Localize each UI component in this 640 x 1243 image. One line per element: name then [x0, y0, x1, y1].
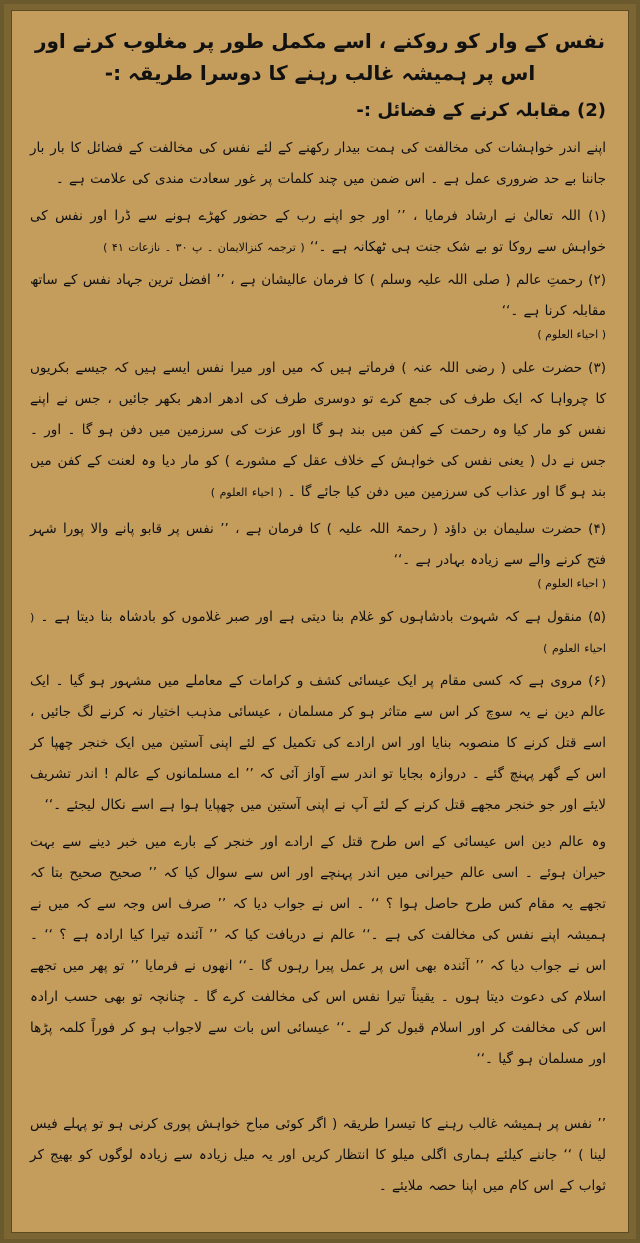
citation: ( احیاء العلوم ) — [30, 611, 606, 655]
citation: ( ترجمہ کنزالایمان ۔ پ ۳۰ ۔ نازعات ۴۱ ) — [103, 241, 305, 254]
paragraph-3: (۳) حضرت علی ( رضی اللہ عنہ ) فرماتے ہیں کہ میں اور میرا نفس ایسے ہیں کہ جیسے بکریوں کا چرواہا کہ ایک طرف کی جمع کرے تو دوسری طرف کی ادھر ادھر بکھر جائیں ، جس نے اپنے نفس کو مار کیا وہ رحمت کے کفن میں بند ہو گا اور عزت کی سرزمین میں دفن ہو گا ۔ اور ۔ جس نے دل ( یعنی نفس کی خواہش کے خلاف عقل کے مشورے ) کو مار دیا وہ لعنت کے کفن میں بند ہو گا اور عذاب کی سرزمین میں دفن کیا جائے گا ۔ ( احیاء العلوم ) — [30, 360, 606, 500]
paragraph-6: (۶) مروی ہے کہ کسی مقام پر ایک عیسائی کشف و کرامات کے معاملے میں مشہور ہو گیا ۔ ایک عالم دین نے یہ سوچ کر اس سے متاثر ہو کر مسلمان ، عیسائی مذہب اختیار نہ کرنے لگ جائیں ، اسے قتل کرنے کا منصوبہ بنایا اور اس ارادے کی تکمیل کے لئے اپنی آستین میں ایک خنجر چھپا کر اس کے گھر پہنچ گئے ۔ دروازہ بجایا تو اندر سے آواز آئی کہ ’’ اے مسلمانوں کے عالم ! اندر تشریف لایئے اور جو خنجر مجھے قتل کرنے کے لئے آپ نے اپنی آستین میں چھپایا ہوا ہے اسے نکال لیجئے ۔‘‘ — [30, 673, 606, 813]
page-frame — [4, 4, 636, 1239]
citation: ( احیاء العلوم ) — [537, 328, 606, 341]
paragraph-7: وہ عالم دین اس عیسائی کے اس طرح قتل کے ارادے اور خنجر کے بارے میں خبر دینے سے بہت حیران ہوئے ۔ اسی عالم حیرانی میں اندر پہنچے اور اس سے سوال کیا کہ ’’ صحیح صحیح بتا کہ تجھے یہ مقام کس طرح حاصل ہوا ؟ ‘‘ ۔ اس نے جواب دیا کہ ’’ صرف اس وجہ سے کہ میں نے ہمیشہ اپنے نفس کی مخالفت کی ہے ۔‘‘ عالم نے دریافت کیا کہ ’’ آئندہ تیرا کیا ارادہ ہے ؟ ‘‘ ۔ اس نے جواب دیا کہ ’’ آئندہ بھی اس پر عمل پیرا رہوں گا ۔‘‘ انھوں نے فرمایا ’’ تو پھر میں تجھے اسلام کی دعوت دیتا ہوں ۔ یقیناً تیرا نفس اس کی مخالفت کرے گا ۔ چنانچہ تو بھی حسب ارادہ اس کی مخالفت کر اور اسلام قبول کر لے ۔‘‘ عیسائی اس بات سے لاجواب ہو کر فوراً کلمہ پڑھا اور مسلمان ہو گیا ۔‘‘ — [30, 834, 606, 1067]
paragraph-5: (۵) منقول ہے کہ شہوت بادشاہوں کو غلام بنا دیتی ہے اور صبر غلاموں کو بادشاہ بنا دیتا ہے ۔ ( احیاء العلوم ) — [30, 609, 606, 655]
paragraph-1: (۱) اللہ تعالیٰ نے ارشاد فرمایا ، ’’ اور جو اپنے رب کے حضور کھڑے ہونے سے ڈرا اور نفس کی خواہش سے روکا تو بے شک جنت ہی ٹھکانہ ہے ۔‘‘ ( ترجمہ کنزالایمان ۔ پ ۳۰ ۔ نازعات ۴۱ ) — [30, 208, 606, 255]
paragraph-4: (۴) حضرت سلیمان بن داؤد ( رحمۃ اللہ علیہ ) کا فرمان ہے ، ’’ نفس پر قابو پانے والا پورا شہر فتح کرنے والے سے زیادہ بہادر ہے ۔‘‘ — [30, 521, 606, 568]
paragraph-intro: اپنے اندر خواہشات کی مخالفت کی ہمت بیدار رکھنے کے لئے نفس کی مخالفت کے فضائل کا بار بار جاننا بے حد ضروری عمل ہے ۔ اس ضمن میں چند کلمات پر غور سعادت مندی کی علامت ہے ۔ — [30, 140, 606, 187]
article-body — [12, 133, 628, 1202]
spacer — [30, 1081, 606, 1109]
section-title: (2) مقابلہ کرنے کے فضائل :- — [356, 100, 606, 121]
content-panel — [11, 10, 629, 1233]
citation: ( احیاء العلوم ) — [537, 577, 606, 590]
page-title: نفس کے وار کو روکنے ، اسے مکمل طور پر مغلوب کرنے اور اس پر ہمیشہ غالب رہنے کا دوسرا طریقہ :- — [34, 29, 606, 85]
citation: ( احیاء العلوم ) — [210, 486, 283, 499]
paragraph-2: (۲) رحمتِ عالم ( صلی اللہ علیہ وسلم ) کا فرمان عالیشان ہے ، ’’ افضل ترین جہاد نفس کے ساتھ مقابلہ کرنا ہے ۔‘‘ — [30, 272, 606, 319]
closing-note: ’’ نفس پر ہمیشہ غالب رہنے کا تیسرا طریقہ ( اگر کوئی مباح خواہش پوری کرنی ہو تو پہلے فیس لینا ) ‘‘ جاننے کیلئے ہماری اگلی میلو کا انتظار کریں اور یہ میل زیادہ سے زیادہ لوگوں کو بھیج کر ثواب کے اس کام میں اپنا حصہ ملایئے ۔ — [30, 1116, 606, 1194]
